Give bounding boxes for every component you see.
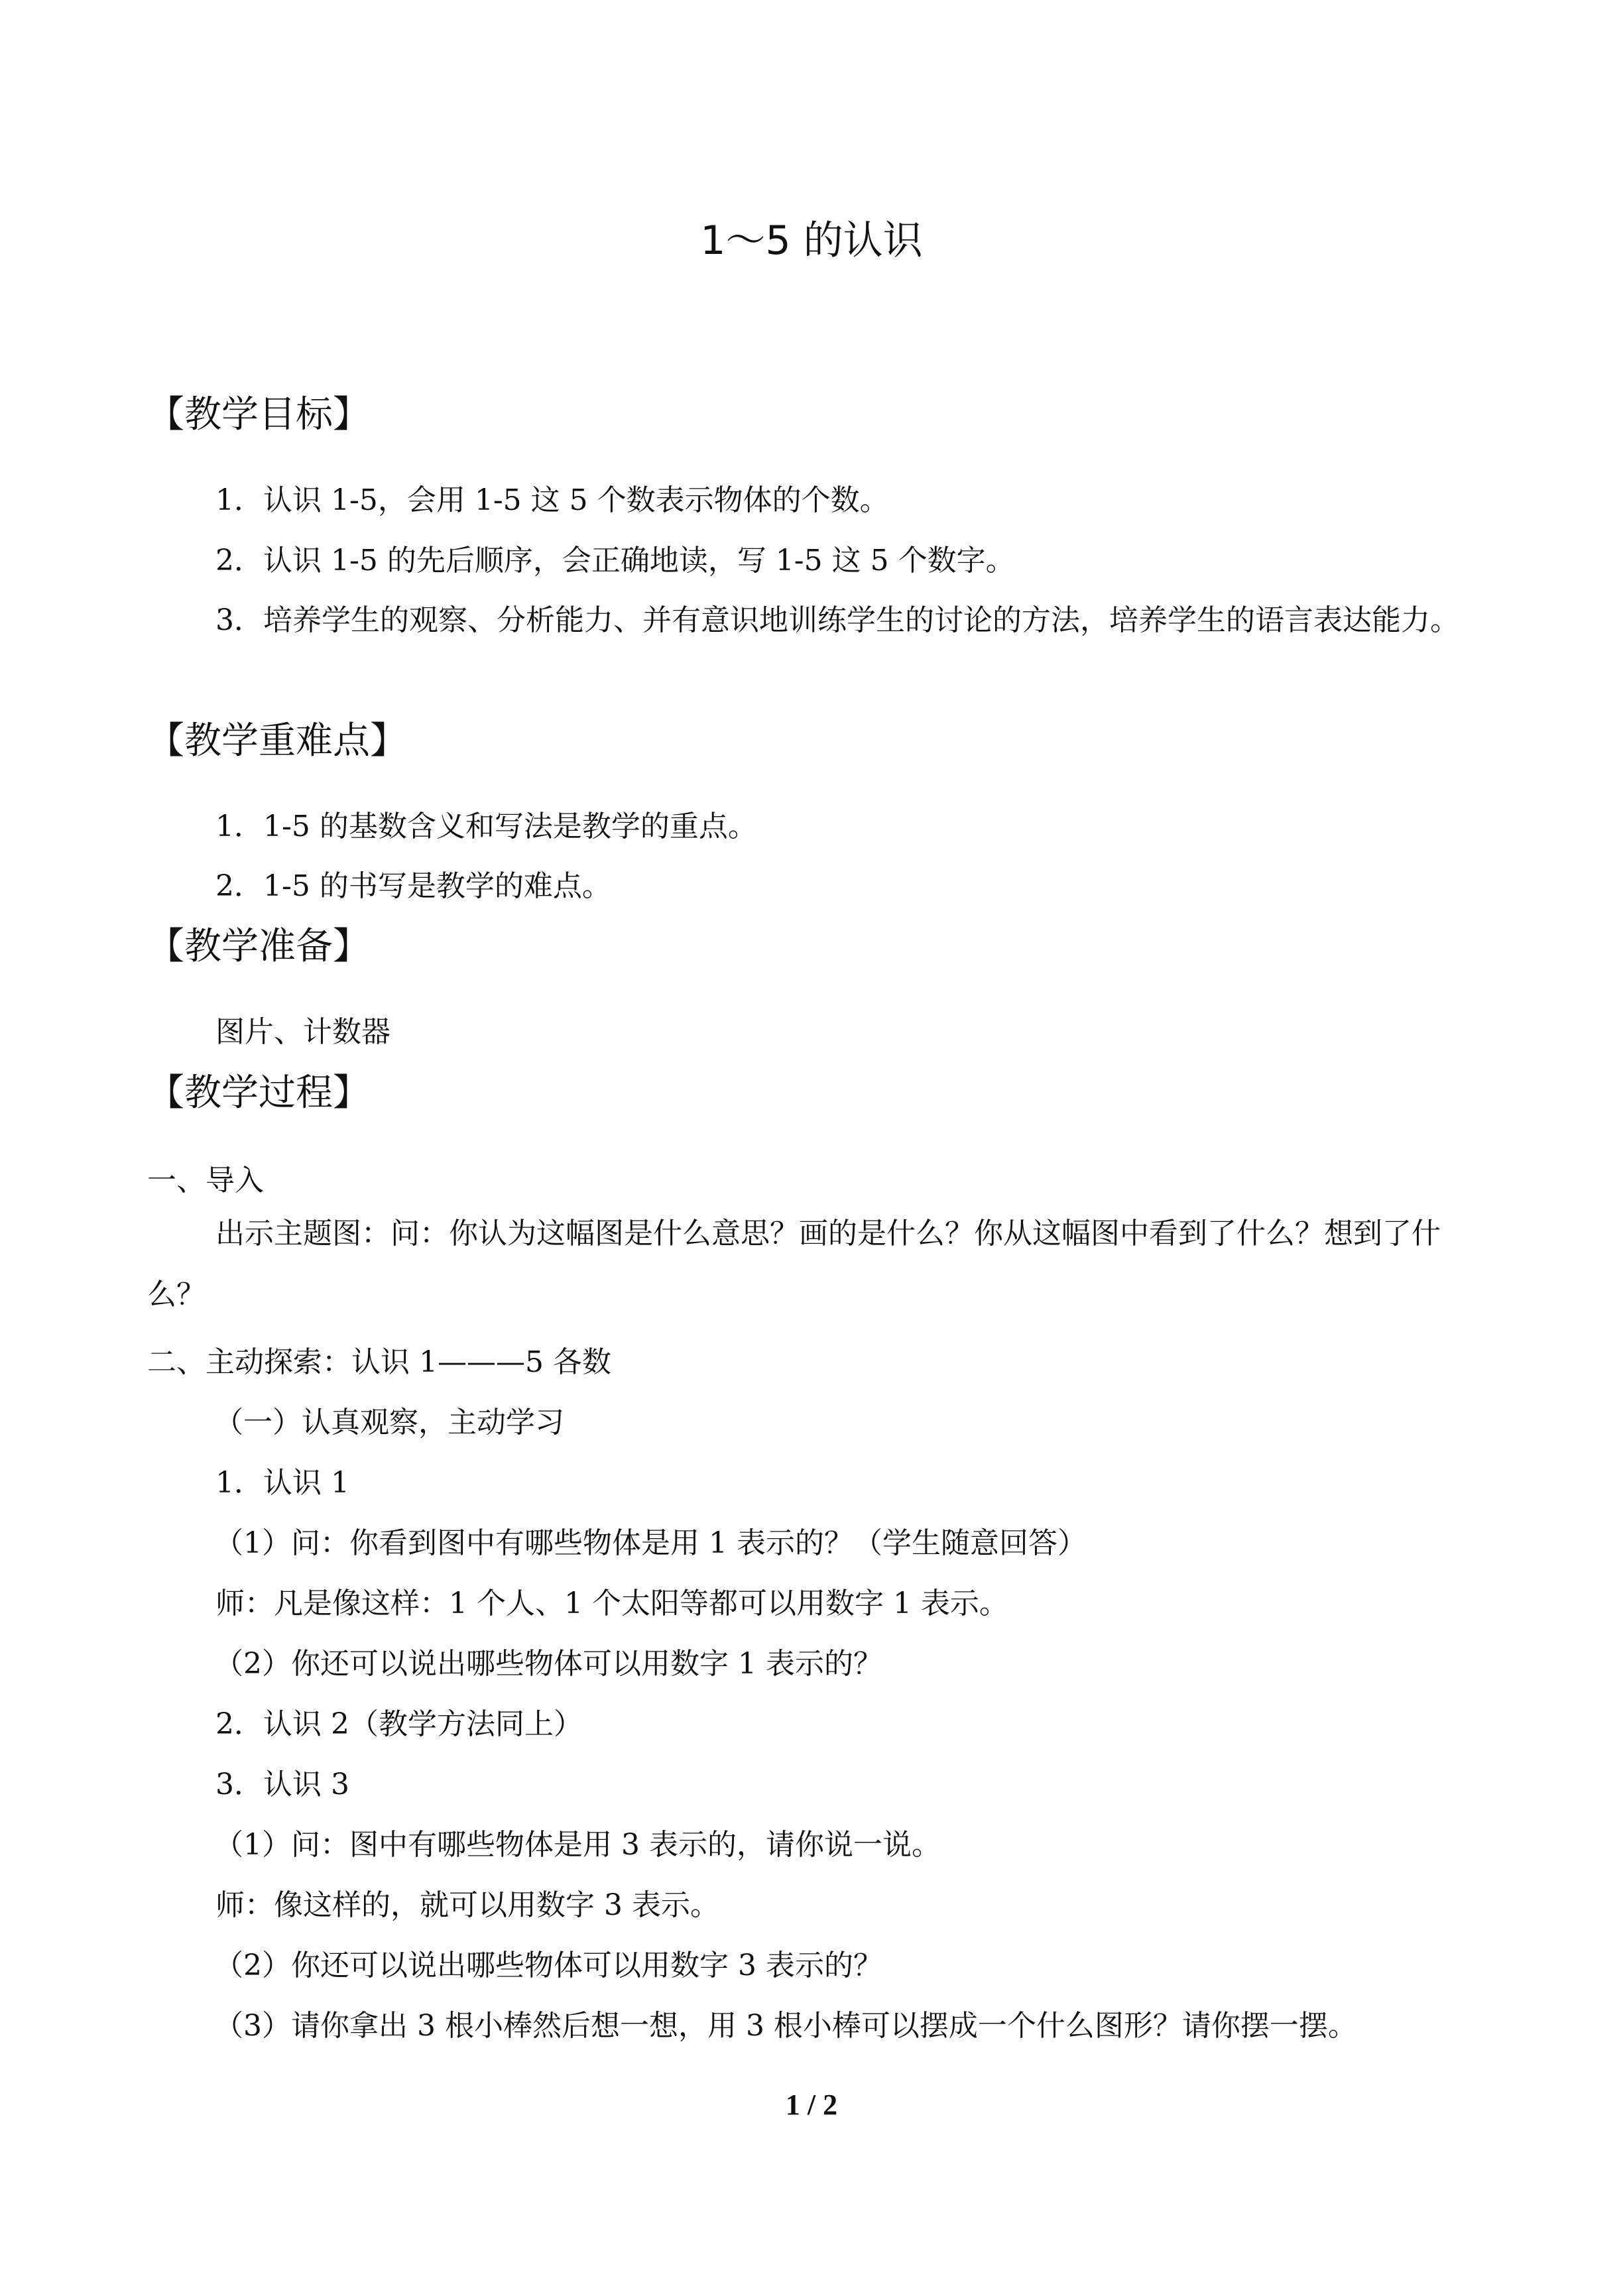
- know1-question-2: （2）你还可以说出哪些物体可以用数字 1 表示的？: [214, 1647, 882, 1681]
- heading-process: 【教学过程】: [147, 1071, 370, 1115]
- document-title: 1～5 的认识: [700, 217, 923, 264]
- know2-title: 2．认识 2（教学方法同上）: [215, 1707, 583, 1741]
- process-part2-title: 二、主动探索：认识 1———5 各数: [147, 1345, 611, 1379]
- preparation-text: 图片、计数器: [215, 1015, 391, 1049]
- objective-item-3: 3．培养学生的观察、分析能力、并有意识地训练学生的讨论的方法，培养学生的语言表达能力。: [215, 603, 1459, 637]
- know3-question-3: （3）请你拿出 3 根小棒然后想一想，用 3 根小棒可以摆成一个什么图形？请你摆一摆。: [214, 2009, 1357, 2043]
- process-part1-text: 出示主题图：问：你认为这幅图是什么意思？画的是什么？你从这幅图中看到了什么？想到了什么？: [147, 1217, 1441, 1311]
- process-part1-title: 一、导入: [147, 1164, 264, 1197]
- know3-title: 3．认识 3: [215, 1768, 349, 1801]
- objective-item-1: 1．认识 1-5，会用 1-5 这 5 个数表示物体的个数。: [215, 483, 889, 517]
- page-number: 1 / 2: [785, 2088, 838, 2121]
- know3-question-1: （1）问：图中有哪些物体是用 3 表示的，请你说一说。: [214, 1828, 941, 1862]
- key-point-item-1: 1．1-5 的基数含义和写法是教学的重点。: [215, 810, 757, 843]
- heading-key-points: 【教学重难点】: [147, 719, 407, 762]
- know3-question-2: （2）你还可以说出哪些物体可以用数字 3 表示的？: [214, 1949, 882, 1982]
- know1-question-1: （1）问：你看到图中有哪些物体是用 1 表示的？（学生随意回答）: [214, 1526, 1087, 1560]
- know1-title: 1．认识 1: [215, 1466, 349, 1500]
- heading-preparation: 【教学准备】: [147, 925, 370, 968]
- know3-teacher: 师：像这样的，就可以用数字 3 表示。: [215, 1888, 719, 1922]
- objective-item-2: 2．认识 1-5 的先后顺序，会正确地读，写 1-5 这 5 个数字。: [215, 544, 1015, 577]
- heading-objectives: 【教学目标】: [147, 393, 370, 436]
- process-sub1-title: （一）认真观察，主动学习: [214, 1406, 564, 1439]
- key-point-item-2: 2．1-5 的书写是教学的难点。: [215, 869, 611, 903]
- know1-teacher: 师：凡是像这样：1 个人、1 个太阳等都可以用数字 1 表示。: [215, 1587, 1008, 1620]
